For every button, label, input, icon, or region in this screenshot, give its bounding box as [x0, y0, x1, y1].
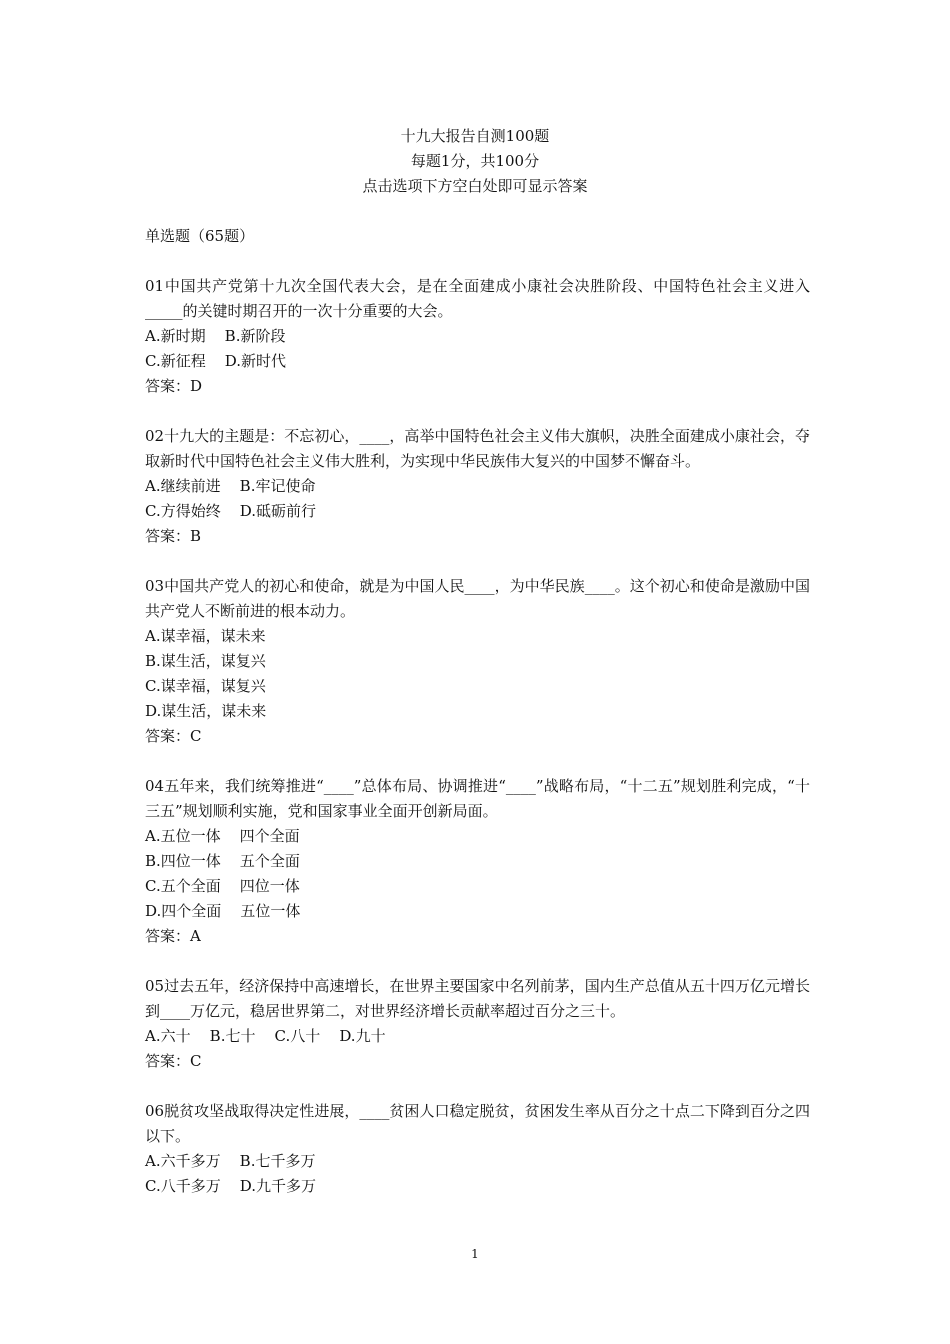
- option-line[interactable]: A.六千多万 B.七千多万: [145, 1152, 316, 1170]
- option-line[interactable]: C.八千多万 D.九千多万: [145, 1177, 317, 1195]
- option-line[interactable]: A.六十 B.七十 C.八十 D.九十: [145, 1027, 386, 1045]
- option-line[interactable]: C.新征程 D.新时代: [145, 352, 287, 370]
- question-04: [145, 774, 810, 949]
- section-title: 单选题（65题）: [145, 227, 255, 245]
- scoring-note: 每题1分，共100分: [410, 152, 540, 170]
- option-line[interactable]: C.五个全面 四位一体: [145, 877, 300, 895]
- question-stem: 05过去五年，经济保持中高速增长，在世界主要国家中名列前茅，国内生产总值从五十四万亿元增长到____万亿元，稳居世界第二，对世界经济增长贡献率超过百分之三十。: [145, 977, 810, 1020]
- option-line[interactable]: B.谋生活，谋复兴: [145, 652, 266, 670]
- option-line[interactable]: A.继续前进 B.牢记使命: [145, 477, 316, 495]
- question-stem: 04五年来，我们统筹推进“____”总体布局、协调推进“____”战略布局，“十二五”规划胜利完成，“十三五”规划顺利实施，党和国家事业全面开创新局面。: [145, 777, 810, 820]
- document-header: [145, 124, 805, 199]
- option-line[interactable]: C.方得始终 D.砥砺前行: [145, 502, 317, 520]
- option-line[interactable]: D.谋生活，谋未来: [145, 702, 267, 720]
- option-line[interactable]: D.四个全面 五位一体: [145, 902, 301, 920]
- option-line[interactable]: A.新时期 B.新阶段: [145, 327, 286, 345]
- question-06: [145, 1099, 810, 1199]
- question-stem: 06脱贫攻坚战取得决定性进展，____贫困人口稳定脱贫，贫困发生率从百分之十点二下降到百分之四以下。: [145, 1102, 810, 1145]
- answer-line[interactable]: 答案：C: [145, 727, 202, 745]
- option-line[interactable]: C.谋幸福，谋复兴: [145, 677, 266, 695]
- answer-line[interactable]: 答案：D: [145, 377, 203, 395]
- document-title: 十九大报告自测100题: [400, 127, 550, 145]
- document-body: [145, 224, 810, 1224]
- answer-line[interactable]: 答案：B: [145, 527, 202, 545]
- page-number: 1: [471, 1247, 479, 1261]
- option-line[interactable]: B.四位一体 五个全面: [145, 852, 300, 870]
- question-stem: 02十九大的主题是：不忘初心，____，高举中国特色社会主义伟大旗帜，决胜全面建成小康社会，夺取新时代中国特色社会主义伟大胜利，为实现中华民族伟大复兴的中国梦不懈奋斗。: [145, 427, 810, 470]
- question-stem: 03中国共产党人的初心和使命，就是为中国人民____，为中华民族____。这个初心和使命是激励中国共产党人不断前进的根本动力。: [145, 577, 810, 620]
- answer-line[interactable]: 答案：A: [145, 927, 201, 945]
- instruction-note: 点击选项下方空白处即可显示答案: [362, 177, 588, 195]
- answer-line[interactable]: 答案：C: [145, 1052, 202, 1070]
- question-03: [145, 574, 810, 749]
- question-01: [145, 274, 810, 399]
- question-stem: 01中国共产党第十九次全国代表大会，是在全面建成小康社会决胜阶段、中国特色社会主义进入_____的关键时期召开的一次十分重要的大会。: [145, 277, 810, 320]
- option-line[interactable]: A.谋幸福，谋未来: [145, 627, 266, 645]
- option-line[interactable]: A.五位一体 四个全面: [145, 827, 300, 845]
- question-05: [145, 974, 810, 1074]
- question-02: [145, 424, 810, 549]
